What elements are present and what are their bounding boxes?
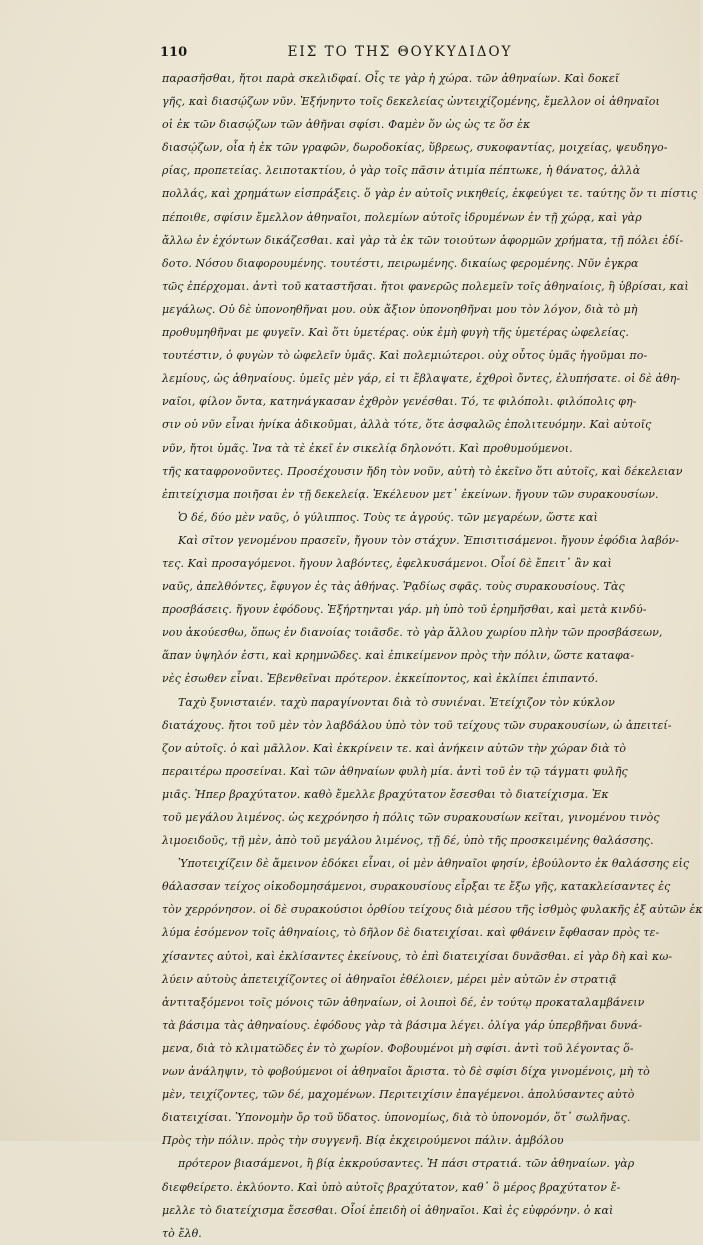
text-line: ναῖοι, φίλον ὄντα, κατηνάγκασαν ἐχθρὸν γενέσθαι. Τό, τε φιλόπολι. φιλόπολις φη- [162,395,637,409]
text-line: Πρὸς τὴν πόλιν. πρὸς τὴν συγγενῆ. Βίᾳ ἐκχειρούμενοι πάλιν. ἀμβόλου [162,1134,564,1148]
text-line: προθυμηθῆναι με φυγεῖν. Καὶ ὅτι ὑμετέρας. οὐκ ἐμὴ φυγὴ τῆς ὑμετέρας ὠφελείας. [162,326,630,340]
text-line: τὸ ἔλθ. [162,1226,202,1240]
running-title: ΕΙΣ ΤΟ ΤΗΣ ΘΟΥΚΥΔΙΔΟΥ [287,44,513,60]
scholia-text-block [162,67,703,1245]
text-line: Ὑποτειχίζειν δὲ ἄμεινον ἐδόκει εἶναι, οἱ μὲν ἀθηναῖοι φησίν, ἐβούλοντο ἐκ θαλάσσης εἰς [178,857,690,871]
text-line: ἀντιταξόμενοι τοῖς μόνοις τῶν ἀθηναίων, οἱ λοιποὶ δέ, ἐν τούτῳ προκαταλαμβάνειν [162,995,645,1009]
text-line: σιν οὐ νῦν εἶναι ἡνίκα ἀδικοῦμαι, ἀλλὰ τότε, ὅτε ἀσφαλῶς ἐπολιτευόμην. Καὶ αὐτοῖς [162,418,652,432]
text-line: νων ἀνάληψιν, τὸ φοβούμενοι οἱ ἀθηναῖοι ἄριστα. τὸ δὲ σφίσι δίχα γινομένοις, μὴ τὸ [162,1065,650,1079]
text-line: τῶς ἐπέρχομαι. ἀντὶ τοῦ καταστῆσαι. ἤτοι φανερῶς πολεμεῖν τοῖς ἀθηναίοις, ἢ ὑβρίσαι, καὶ [162,279,689,293]
text-line: χίσαντες αὐτοὶ, καὶ ἐκλίσαντες ἐκείνους, τὸ ἐπὶ διατειχίσαι δυνᾶσθαι. εἰ γὰρ δὴ καὶ κω- [162,949,673,963]
text-line: παρασῆσθαι, ἤτοι παρὰ σκελιδφαί. Οἷς τε γὰρ ἡ χώρα. τῶν ἀθηναίων. Καὶ δοκεῖ [162,72,620,85]
text-line: περαιτέρω προσείναι. Καὶ τῶν ἀθηναίων φυλὴ μία. ἀντὶ τοῦ ἐν τῷ τάγματι φυλῆς [162,764,628,778]
text-line: τὸν χερρόνησον. οἱ δὲ συρακούσιοι ὀρθίου τείχους διὰ μέσου τῆς ἰσθμὸς φυλακῆς ἐξ αὐτῶν ἐκ [162,903,703,917]
text-line: νῦν, ἤτοι ὑμᾶς. Ἰνα τὰ τὲ ἐκεῖ ἐν σικελίᾳ δηλονότι. Καὶ προθυμούμενοι. [162,441,573,455]
text-line: μὲν, τειχίζοντες, τῶν δέ, μαχομένων. Περιτειχίσιν ἐπαγέμενοι. ἀπολύσαντες αὐτὸ [162,1088,635,1102]
text-line: προσβάσεις. ἤγουν ἐφόδους. Ἐξήρτηνται γάρ. μὴ ὑπὸ τοῦ ἐρημῆσθαι, καὶ μετὰ κινδύ- [162,603,647,617]
text-line: Ταχὺ ξυνισταιέν. ταχὺ παραγίνονται διὰ τὸ συνιέναι. Ἐτείχιζον τὸν κύκλον [178,695,615,709]
text-line: γῆς, καὶ διασῴζων νῦν. Ἐξήνηντο τοῖς δεκελείας ὠντειχίζομένης, ἔμελλον οἱ ἀθηναῖοι [162,95,660,109]
text-line: ζον αὐτοῖς. ὁ καὶ μᾶλλον. Καὶ ἐκκρίνειν τε. καὶ ἀνήκειν αὐτῶν τὴν χώραν διὰ τὸ [162,741,627,755]
text-line: ἐπιτείχισμα ποιῆσαι ἐν τῇ δεκελείᾳ. Ἐκέλευον μετ᾽ ἐκείνων. ἤγουν τῶν συρακουσίων. [162,487,659,501]
text-line: ναῦς, ἀπελθόντες, ἔφυγον ἐς τὰς ἀθήνας. Ῥᾳδίως σφᾶς. τοὺς συρακουσίους. Τὰς [162,580,625,594]
text-line: λύμα ἐσόμενον τοῖς ἀθηναίοις, τὸ δῆλον δὲ διατειχίσαι. καὶ φθάνειν ἔφθασαν πρὸς τε- [162,926,660,940]
text-line: διεφθείρετο. ἐκλύοντο. Καὶ ὑπὸ αὐτοῖς βραχύτατον, καθ᾽ ὃ μέρος βραχύτατον ἔ- [162,1180,621,1194]
text-line: Ὁ δέ, δύο μὲν ναῦς, ὁ γύλιππος. Τοὺς τε ἀγρούς. τῶν μεγαρέων, ὥστε καὶ [178,510,598,524]
page-number: 110 [160,45,188,60]
text-line: ρίας, προπετείας. λειποτακτίου, ὁ γὰρ τοῖς πᾶσιν ἀτιμία πέπτωκε, ἡ θάνατος, ἀλλὰ [162,164,641,178]
text-line: λιμοειδοῦς, τῇ μὲν, ἀπὸ τοῦ μεγάλου λιμένος, τῇ δέ, ὑπὸ τῆς προσκειμένης θαλάσσης. [162,834,654,848]
text-line: πέποιθε, σφίσιν ἔμελλον ἀθηναῖοι, πολεμίων αὐτοῖς ἰδρυμένων ἐν τῇ χώρᾳ, καὶ γὰρ [162,210,642,224]
running-head [160,44,600,66]
text-line: μιᾶς. Ἠπερ βραχύτατον. καθὸ ἔμελλε βραχύτατον ἔσεσθαι τὸ διατείχισμα. Ἐκ [162,787,609,801]
text-line: μενα, διὰ τὸ κλιματῶδες ἐν τὸ χωρίον. Φοβουμένοι μὴ σφίσι. ἀντὶ τοῦ λέγοντας ὅ- [162,1041,634,1055]
text-line: μελλε τὸ διατείχισμα ἔσεσθαι. Οἷοί ἐπειδὴ οἱ ἀθηναῖοι. Καὶ ἐς εὐφρόνην. ὁ καὶ [162,1203,614,1217]
text-line: πρότερον βιασάμενοι, ἢ βίᾳ ἐκκρούσαντες. Ἡ πάσι στρατιά. τῶν ἀθηναίων. γὰρ [178,1157,635,1171]
text-line: νὲς ἐσωθεν εἶναι. Ἐβενθεῖναι πρότερον. ἐκκείποντος, καὶ ἐκλίπει ἐπιπαντό. [162,672,599,686]
text-line: πολλάς, καὶ χρημάτων εἰσπράξεις. ὅ γὰρ ἐν αὐτοῖς νικηθείς, ἐκφεύγει τε. ταύτης ὅν τι πίστις [162,187,698,201]
text-line: τὰ βάσιμα τὰς ἀθηναίους. ἐφόδους γὰρ τὰ βάσιμα λέγει. ὀλίγα γάρ ὑπερβῆναι δυνά- [162,1018,643,1032]
text-line: διατειχίσαι. Ὑπονομὴν ὄρ τοῦ ὕδατος. ὑπονομίως, διὰ τὸ ὑπονομόν, ὅτ᾽ σωλῆνας. [162,1111,631,1125]
text-line: δοτο. Νόσου διαφορουμένης. τουτέστι, πειρωμένης. δικαίως φερομένης. Νῦν ἐγκρα [162,256,639,270]
text-line: τῆς καταφρονοῦντες. Προσέχουσιν ἤδη τὸν νοῦν, αὐτὴ τὸ ἐκεῖνο ὅτι αὐτοῖς, καὶ δέκελειαν [162,464,683,478]
text-line: λεμίους, ὡς ἀθηναίους. ὑμεῖς μὲν γάρ, εἰ τι ἔβλαψατε, ἐχθροὶ ὄντες, ἐλυπήσατε. οἱ δὲ ἀθη- [162,372,681,386]
text-line: τοῦ μεγάλου λιμένος. ὡς κεχρόνησο ἡ πόλις τῶν συρακουσίων κεῖται, γινομένου τινὸς [162,811,660,824]
text-line: λύειν αὐτοὺς ἀπετειχίζοντες οἱ ἀθηναῖοι ἐθέλοιεν, μέρει μὲν αὐτῶν ἐν στρατιᾷ [162,972,617,986]
text-line: μεγάλως. Οὐ δὲ ὑπονοηθῆναι μου. οὐκ ἄξιον ὑπονοηθῆναι μου τὸν λόγον, διὰ τὸ μὴ [162,302,638,316]
text-line: νου ἀκούεσθω, ὅπως ἐν διανοίας τοιᾶσδε. τὸ γὰρ ἄλλου χωρίου πλὴν τῶν προσβάσεων, [162,626,663,640]
text-line: Καὶ σῖτον γενομένου πρασεῖν, ἤγουν τὸν στάχυν. Ἐπισιτισάμενοι. ἤγουν ἐφόδια λαβόν- [178,533,680,547]
text-line: διατάχους. ἤτοι τοῦ μὲν τὸν λαβδάλου ὑπὸ τὸν τοῦ τείχους τῶν συρακουσίων, ὡ ἀπειτεί- [162,718,672,732]
text-line: ἄλλω ἐν ἐχόντων δικάζεσθαι. καὶ γὰρ τὰ ἐκ τῶν τοιούτων ἀφορμῶν χρήματα, τῇ πόλει ἐδί- [162,233,684,247]
text-line: θάλασσαν τείχος οἰκοδομησάμενοι, συρακουσίους εἷρξαι τε ἔξω γῆς, κατακλείσαντες ἐς [162,880,671,894]
text-line: διασῴζων, οἷα ἡ ἐκ τῶν γραφῶν, δωροδοκίας, ὕβρεως, συκοφαντίας, μοιχείας, ψευδηγο- [162,141,668,155]
text-line: τουτέστιν, ὁ φυγὼν τὸ ὠφελεῖν ὑμᾶς. Καὶ πολεμιώτεροι. οὐχ οὗτος ὑμᾶς ἡγοῦμαι πο- [162,349,648,363]
text-line: οἱ ἐκ τῶν διασῴζων τῶν ἀθῆναι σφίσι. Φαμὲν ὅν ὡς ὡς τε ὅσ ἐκ [162,118,531,132]
text-line: τες. Καὶ προσαγόμενοι. ἤγουν λαβόντες, ἐφελκυσάμενοι. Οἷοί δὲ ἔπειτ᾽ ἂν καὶ [162,556,612,570]
text-line: ἅπαν ὑψηλόν ἐστι, καὶ κρημνῶδες. καὶ ἐπικείμενον πρὸς τὴν πόλιν, ὥστε καταφα- [162,649,635,663]
